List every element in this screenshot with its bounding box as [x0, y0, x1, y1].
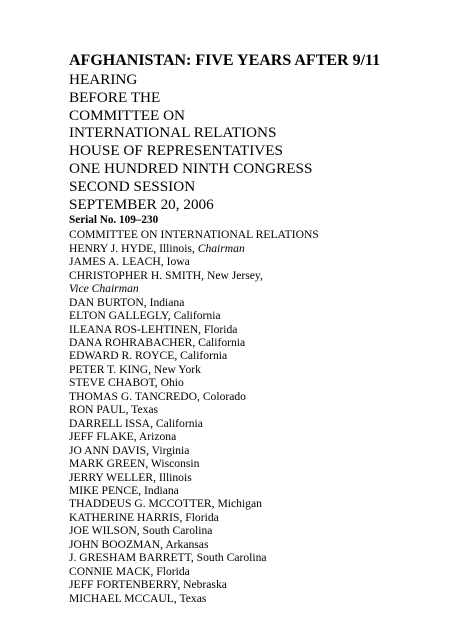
member-state: , Nebraska — [177, 578, 227, 592]
member-line — [69, 255, 459, 268]
member-line — [69, 457, 459, 470]
member-line — [69, 242, 459, 255]
member-name: JOE WILSON — [69, 524, 137, 538]
member-state: , New York — [148, 362, 201, 376]
member-line — [69, 444, 459, 457]
member-name: JO ANN DAVIS — [69, 443, 147, 457]
member-name: CHRISTOPHER H. SMITH — [69, 268, 202, 282]
member-state: , Texas — [173, 591, 207, 605]
member-line — [69, 484, 459, 497]
member-name: J. GRESHAM BARRETT — [69, 551, 191, 565]
member-name: JOHN BOOZMAN — [69, 537, 161, 551]
member-line — [69, 376, 459, 389]
member-state: , Illinois, — [153, 241, 198, 255]
member-line — [69, 538, 459, 551]
member-name: DAN BURTON — [69, 295, 144, 309]
member-state: , South Carolina — [190, 551, 267, 565]
heading-line: INTERNATIONAL RELATIONS — [69, 124, 277, 142]
member-state: , California — [174, 349, 228, 363]
member-line — [69, 471, 459, 484]
member-state: , California — [192, 336, 246, 349]
member-line — [69, 551, 459, 564]
member-name: ELTON GALLEGLY — [69, 309, 168, 323]
member-list — [69, 242, 459, 605]
member-line — [69, 417, 459, 430]
member-line — [69, 565, 459, 578]
member-name: PETER T. KING — [69, 362, 149, 376]
heading-line: SECOND SESSION — [69, 177, 196, 195]
hearing-date: SEPTEMBER 20, 2006 — [69, 195, 214, 213]
serial-number: Serial No. 109–230 — [69, 214, 159, 227]
member-state: , Ohio — [154, 376, 184, 390]
member-name: CONNIE MACK — [69, 564, 151, 578]
member-name: HENRY J. HYDE — [69, 241, 154, 255]
member-state: , Florida — [198, 322, 238, 336]
member-role-line: Vice Chairman — [69, 282, 139, 296]
member-line — [69, 349, 459, 362]
hearing-heading — [69, 71, 459, 213]
member-state: , Michigan — [211, 497, 262, 511]
committee-name: COMMITTEE ON INTERNATIONAL RELATIONS — [69, 228, 319, 242]
member-state: , Arizona — [133, 430, 177, 444]
member-state: , New Jersey, — [201, 268, 263, 282]
member-state: , Indiana — [143, 295, 185, 309]
member-name: DARRELL ISSA — [69, 416, 151, 430]
member-state: , California — [150, 416, 203, 430]
member-line — [69, 336, 459, 349]
member-name: JEFF FLAKE — [69, 430, 134, 444]
member-name: THADDEUS G. MCCOTTER — [69, 497, 212, 511]
member-state: , Virginia — [146, 443, 190, 457]
member-state: , Indiana — [138, 483, 179, 497]
member-name: KATHERINE HARRIS — [69, 510, 180, 524]
member-name: JERRY WELLER — [69, 470, 154, 484]
member-line — [69, 363, 459, 376]
member-state: , Florida — [179, 510, 219, 524]
member-name: RON PAUL — [69, 403, 126, 417]
member-line — [69, 296, 459, 309]
member-name: JEFF FORTENBERRY — [69, 578, 178, 592]
member-name: MIKE PENCE — [69, 483, 139, 497]
heading-line: BEFORE THE — [69, 88, 161, 106]
member-line — [69, 269, 459, 282]
member-state: , Florida — [150, 564, 190, 578]
member-role: Chairman — [197, 241, 245, 255]
member-name: THOMAS G. TANCREDO — [69, 389, 198, 403]
member-line — [69, 323, 459, 336]
member-line — [69, 390, 459, 403]
member-line — [69, 309, 459, 322]
heading-line: COMMITTEE ON — [69, 106, 186, 124]
member-name: JAMES A. LEACH — [69, 255, 161, 269]
member-line — [69, 430, 459, 443]
member-name: MARK GREEN — [69, 457, 146, 471]
member-state: , Texas — [125, 403, 159, 417]
member-name: ILEANA ROS-LEHTINEN — [69, 322, 199, 336]
member-state: , California — [167, 309, 221, 323]
member-state: , Colorado — [197, 389, 246, 403]
member-state: , Wisconsin — [145, 457, 200, 471]
member-line — [69, 497, 459, 510]
member-name: MICHAEL MCCAUL — [69, 591, 174, 605]
member-name: STEVE CHABOT — [69, 376, 155, 390]
document-content — [69, 51, 459, 605]
member-line — [69, 511, 459, 524]
heading-line: HEARING — [69, 71, 138, 88]
member-state: , Arkansas — [160, 537, 209, 551]
member-line — [69, 578, 459, 591]
document-title: AFGHANISTAN: FIVE YEARS AFTER 9/11 — [69, 52, 381, 69]
member-state: , South Carolina — [136, 524, 213, 538]
heading-line: ONE HUNDRED NINTH CONGRESS — [69, 159, 313, 177]
member-line — [69, 524, 459, 537]
member-state: , Iowa — [160, 255, 190, 269]
member-state: , Illinois — [153, 470, 192, 484]
member-name: DANA ROHRABACHER — [69, 336, 193, 349]
heading-line: HOUSE OF REPRESENTATIVES — [69, 142, 283, 160]
member-line — [69, 592, 459, 605]
member-name: EDWARD R. ROYCE — [69, 349, 175, 363]
member-line — [69, 403, 459, 416]
